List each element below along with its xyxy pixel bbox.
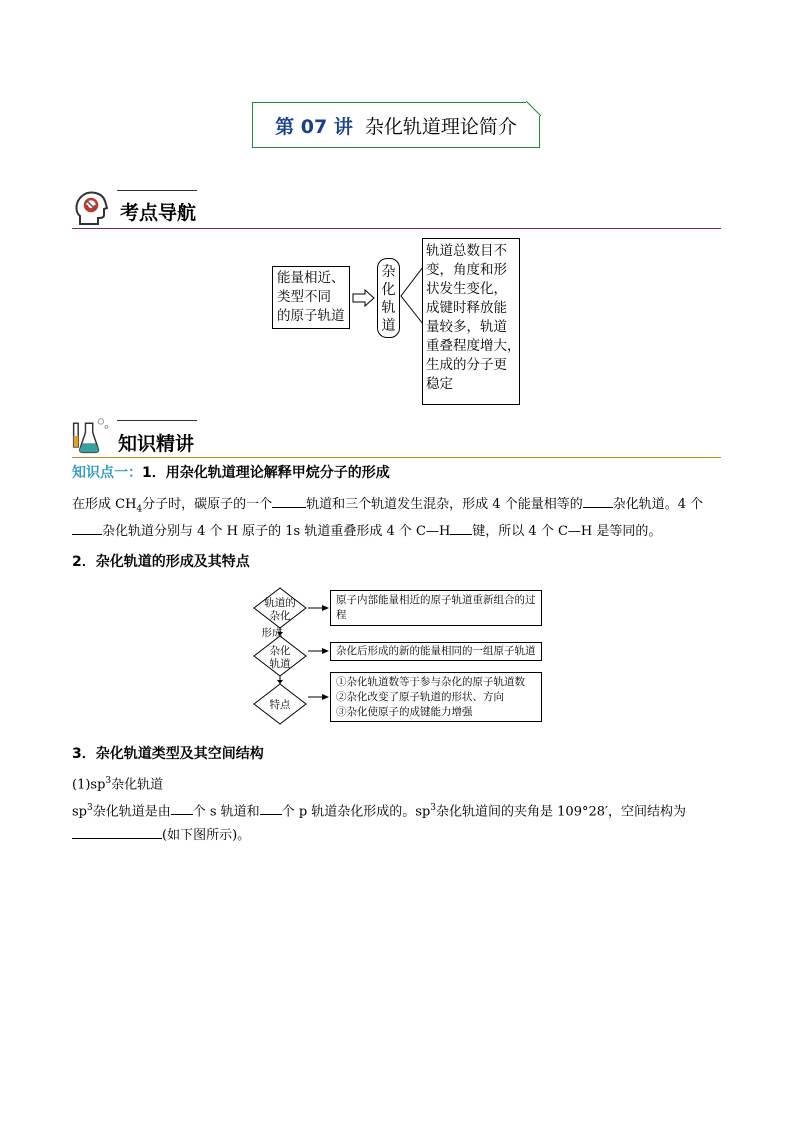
nav-right-line: 状发生变化， [426,281,507,297]
fill-blank[interactable] [72,521,102,535]
section-rule [72,457,721,458]
kp3-heading: 3．杂化轨道类型及其空间结构 [72,746,264,762]
text: 杂化轨道分别与 4 个 H 原子的 1s 轨道重叠形成 4 个 C—H [102,524,451,539]
section-rule [72,228,721,229]
flow-desc-line: ③杂化使原子的成键能力增强 [336,706,473,718]
flow-desc-3 [330,672,542,722]
nav-left-line: 能量相近、 [277,270,345,286]
flow-desc-1 [330,590,542,626]
section-title-knowledge: 知识精讲 [118,433,195,455]
nav-brace [400,266,424,326]
d2-line: 杂化 [269,645,291,657]
section-title-navigation: 考点导航 [120,202,197,224]
section-overline [117,420,197,421]
kp3-paragraph-2 [72,822,250,849]
kp3-subheading [72,768,163,798]
pill-char: 杂 [381,264,396,280]
nav-left-line: 类型不同 [277,289,331,305]
arrow-label: 形成 [261,627,283,639]
text: 杂化轨道 [111,777,164,793]
text: sp [72,804,87,820]
text: 轨道和三个轨道发生混杂，形成 4 个能量相等的 [306,497,583,512]
flask-icon [70,416,110,456]
superscript: 3 [87,803,93,813]
flow-desc-line: 程 [336,609,347,621]
fill-blank[interactable] [260,801,282,815]
d3-text: 特点 [269,699,291,711]
d1-line: 杂化 [269,610,291,622]
d2-line: 轨道 [269,658,291,670]
nav-right-line: 稳定 [426,376,453,392]
nav-right-line: 重叠程度增大， [426,338,521,354]
fill-blank[interactable] [450,521,472,535]
kp1-heading [72,463,390,482]
fill-blank[interactable] [272,494,306,508]
kp3-paragraph-1 [72,795,686,825]
fill-blank[interactable] [171,801,193,815]
fill-blank[interactable] [72,825,162,839]
lecture-number: 第 07 讲 [275,115,353,138]
kp2-heading: 2．杂化轨道的形成及其特点 [72,554,250,570]
text: (1)sp [72,777,106,793]
head-gear-icon [72,188,112,228]
kp1-paragraph-2 [72,518,661,545]
kp1-heading-prefix: 1．用 [142,465,180,481]
hollow-arrow-icon [352,288,376,308]
nav-right-line: 生成的分子更 [426,357,507,373]
pill-char: 化 [381,282,396,298]
nav-right-line: 量较多，轨道 [426,319,507,335]
text: 个 p 轨道杂化形成的。sp [281,804,431,820]
kp1-heading-bold: 杂化轨道理论解释甲烷分子的形成 [179,465,390,481]
lecture-title-box [252,102,540,148]
text: 杂化轨道是由 [92,804,171,820]
nav-right-box [422,238,520,405]
nav-left-line: 的原子轨道 [277,308,345,324]
text: 杂化轨道。4 个 [612,497,704,512]
nav-right-line: 轨道总数目不 [426,243,507,259]
flow-desc-2 [330,642,542,661]
text: 键，所以 4 个 C—H 是等同的。 [472,524,662,539]
section-overline [117,190,197,191]
pill-char: 道 [381,318,396,334]
d1-line: 轨道的 [264,597,296,609]
nav-left-box [272,266,350,329]
text: 在形成 CH [72,497,137,512]
fill-blank[interactable] [583,494,613,508]
kp1-label: 知识点一： [72,465,142,481]
nav-right-line: 变，角度和形 [426,262,507,278]
superscript: 3 [105,776,112,786]
flow-desc-line: 原子内部能量相近的原子轨道重新组合的过 [336,594,536,606]
flow-desc-line: 杂化后形成的新的能量相同的一组原子轨道 [336,645,536,657]
superscript: 3 [430,803,437,813]
flow-desc-line: ②杂化改变了原子轨道的形状、方向 [336,691,504,703]
subscript: 4 [136,504,143,515]
title-corner-fold [526,101,542,117]
lecture-title: 杂化轨道理论简介 [364,115,517,138]
text: 分子时，碳原子的一个 [142,497,273,512]
text: 个 s 轨道和 [192,804,260,820]
nav-middle-pill [377,258,400,338]
flow-desc-line: ①杂化轨道数等于参与杂化的原子轨道数 [336,676,525,688]
text: 杂化轨道间的夹角是 109°28′，空间结构为 [436,804,686,820]
text: (如下图所示)。 [162,828,251,843]
nav-right-line: 成键时释放能 [426,300,507,316]
pill-char: 轨 [381,300,396,316]
